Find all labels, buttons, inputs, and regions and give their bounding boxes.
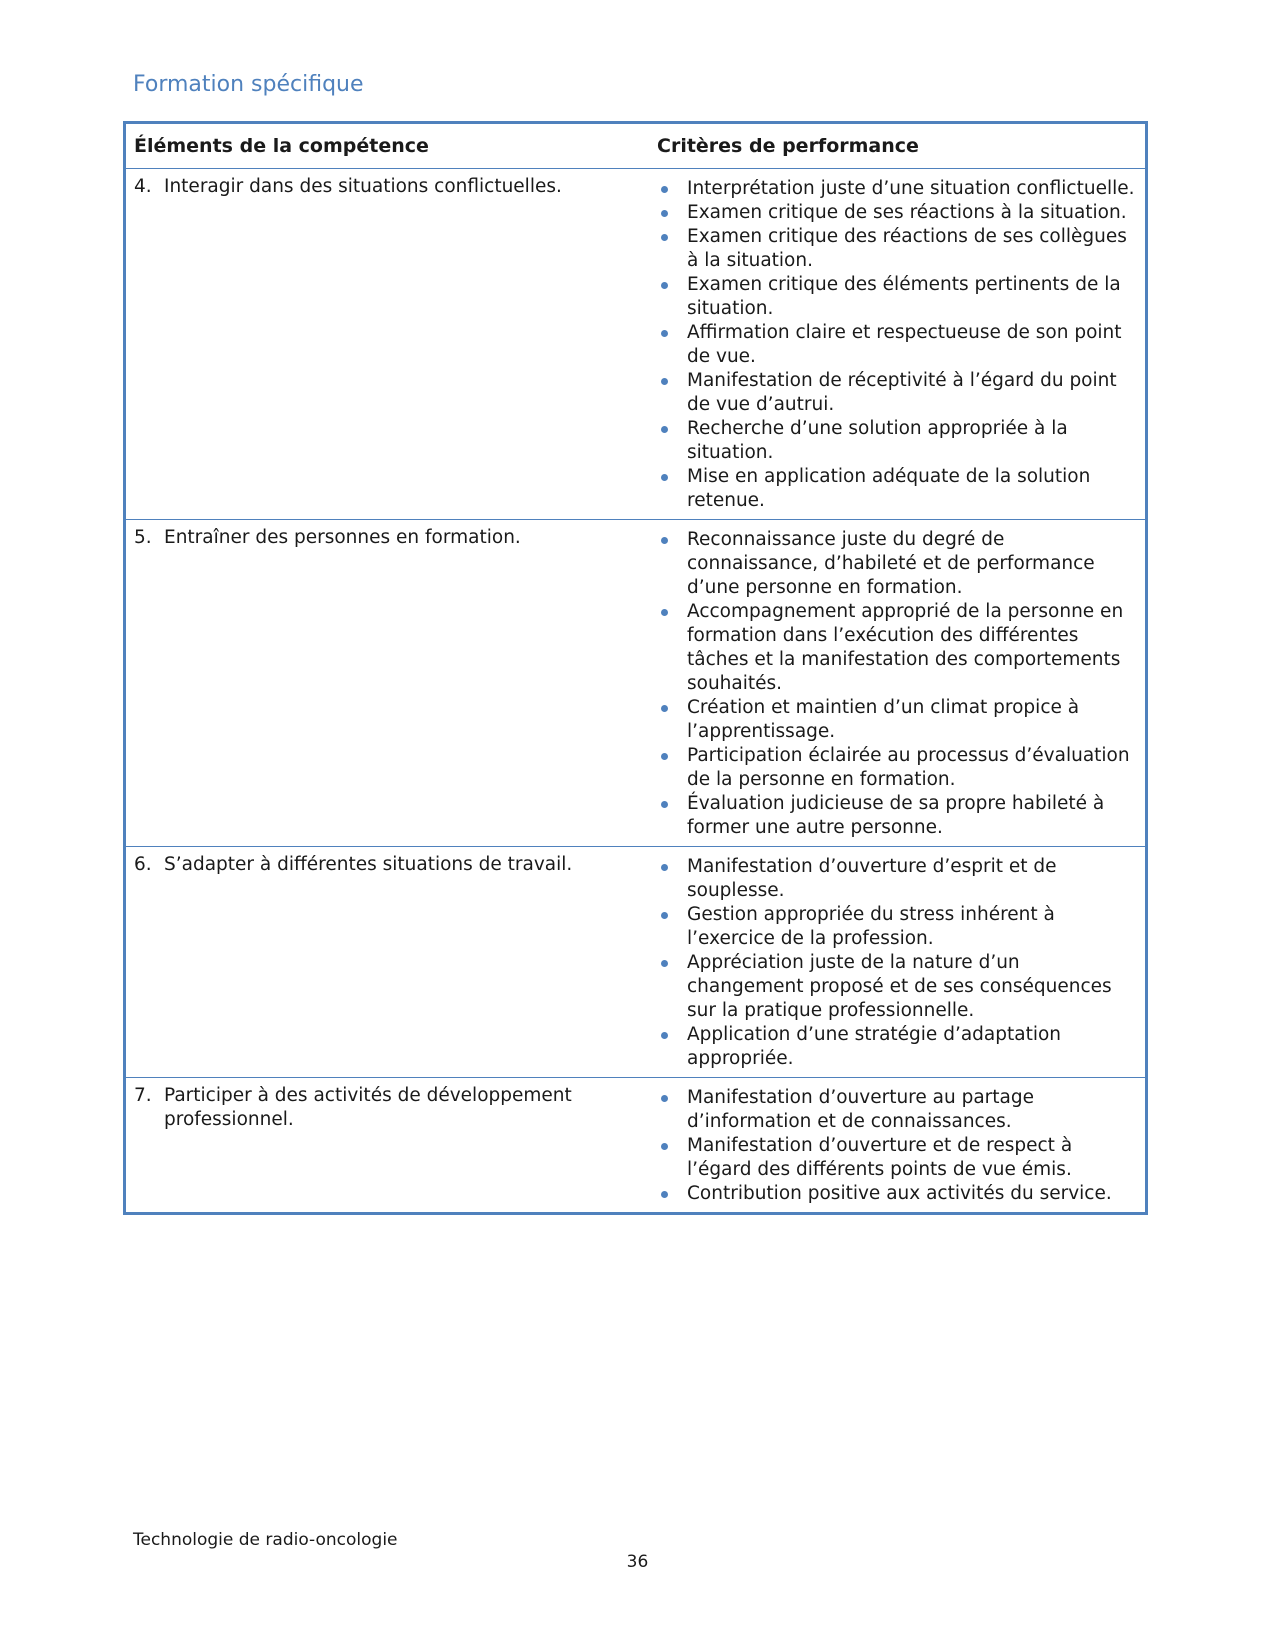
- criteria-item: Mise en application adéquate de la solution retenue.: [657, 465, 1135, 513]
- table-row: [125, 169, 1147, 520]
- element-cell: [125, 1078, 650, 1214]
- section-title: Formation spécifique: [133, 72, 364, 97]
- criteria-item: Accompagnement approprié de la personne en formation dans l’exécution des différentes tâches et la manifestation des comportements souhaités.: [657, 600, 1135, 696]
- criteria-list: [657, 177, 1135, 513]
- criteria-cell: [649, 847, 1147, 1078]
- header-criteria: Critères de performance: [649, 123, 1147, 169]
- table-header-row: [125, 123, 1147, 169]
- criteria-list: [657, 855, 1135, 1071]
- element-number: 4.: [134, 176, 152, 197]
- criteria-item: Création et maintien d’un climat propice à l’apprentissage.: [657, 696, 1135, 744]
- criteria-item: Examen critique de ses réactions à la situation.: [657, 201, 1135, 225]
- criteria-list: [657, 528, 1135, 840]
- criteria-cell: [649, 169, 1147, 520]
- table-row: [125, 847, 1147, 1078]
- element-number: 7.: [134, 1085, 152, 1106]
- table-row: [125, 1078, 1147, 1214]
- footer-program-title: Technologie de radio-oncologie: [133, 1530, 398, 1550]
- criteria-item: Manifestation d’ouverture et de respect à l’égard des différents points de vue émis.: [657, 1134, 1135, 1182]
- element-text: S’adapter à différentes situations de travail.: [164, 854, 573, 875]
- criteria-item: Manifestation d’ouverture au partage d’information et de connaissances.: [657, 1086, 1135, 1134]
- criteria-item: Recherche d’une solution appropriée à la situation.: [657, 417, 1135, 465]
- criteria-cell: [649, 520, 1147, 847]
- element-text: Interagir dans des situations conflictuelles.: [164, 176, 562, 197]
- criteria-item: Manifestation de réceptivité à l’égard du point de vue d’autrui.: [657, 369, 1135, 417]
- criteria-cell: [649, 1078, 1147, 1214]
- competence-table: [123, 121, 1148, 1215]
- criteria-item: Examen critique des éléments pertinents de la situation.: [657, 273, 1135, 321]
- element-cell: [125, 520, 650, 847]
- criteria-item: Application d’une stratégie d’adaptation appropriée.: [657, 1023, 1135, 1071]
- page-number: 36: [626, 1552, 649, 1572]
- element-text: Participer à des activités de développement professionnel.: [164, 1085, 572, 1130]
- criteria-list: [657, 1086, 1135, 1206]
- criteria-item: Reconnaissance juste du degré de connaissance, d’habileté et de performance d’une personne en formation.: [657, 528, 1135, 600]
- header-elements: Éléments de la compétence: [125, 123, 650, 169]
- criteria-item: Gestion appropriée du stress inhérent à l’exercice de la profession.: [657, 903, 1135, 951]
- table-row: [125, 520, 1147, 847]
- element-text: Entraîner des personnes en formation.: [164, 527, 521, 548]
- criteria-item: Appréciation juste de la nature d’un changement proposé et de ses conséquences sur la pratique professionnelle.: [657, 951, 1135, 1023]
- element-cell: [125, 169, 650, 520]
- criteria-item: Participation éclairée au processus d’évaluation de la personne en formation.: [657, 744, 1135, 792]
- criteria-item: Affirmation claire et respectueuse de son point de vue.: [657, 321, 1135, 369]
- element-number: 5.: [134, 527, 152, 548]
- criteria-item: Examen critique des réactions de ses collègues à la situation.: [657, 225, 1135, 273]
- criteria-item: Contribution positive aux activités du service.: [657, 1182, 1135, 1206]
- element-number: 6.: [134, 854, 152, 875]
- criteria-item: Évaluation judicieuse de sa propre habileté à former une autre personne.: [657, 792, 1135, 840]
- criteria-item: Manifestation d’ouverture d’esprit et de souplesse.: [657, 855, 1135, 903]
- element-cell: [125, 847, 650, 1078]
- criteria-item: Interprétation juste d’une situation conflictuelle.: [657, 177, 1135, 201]
